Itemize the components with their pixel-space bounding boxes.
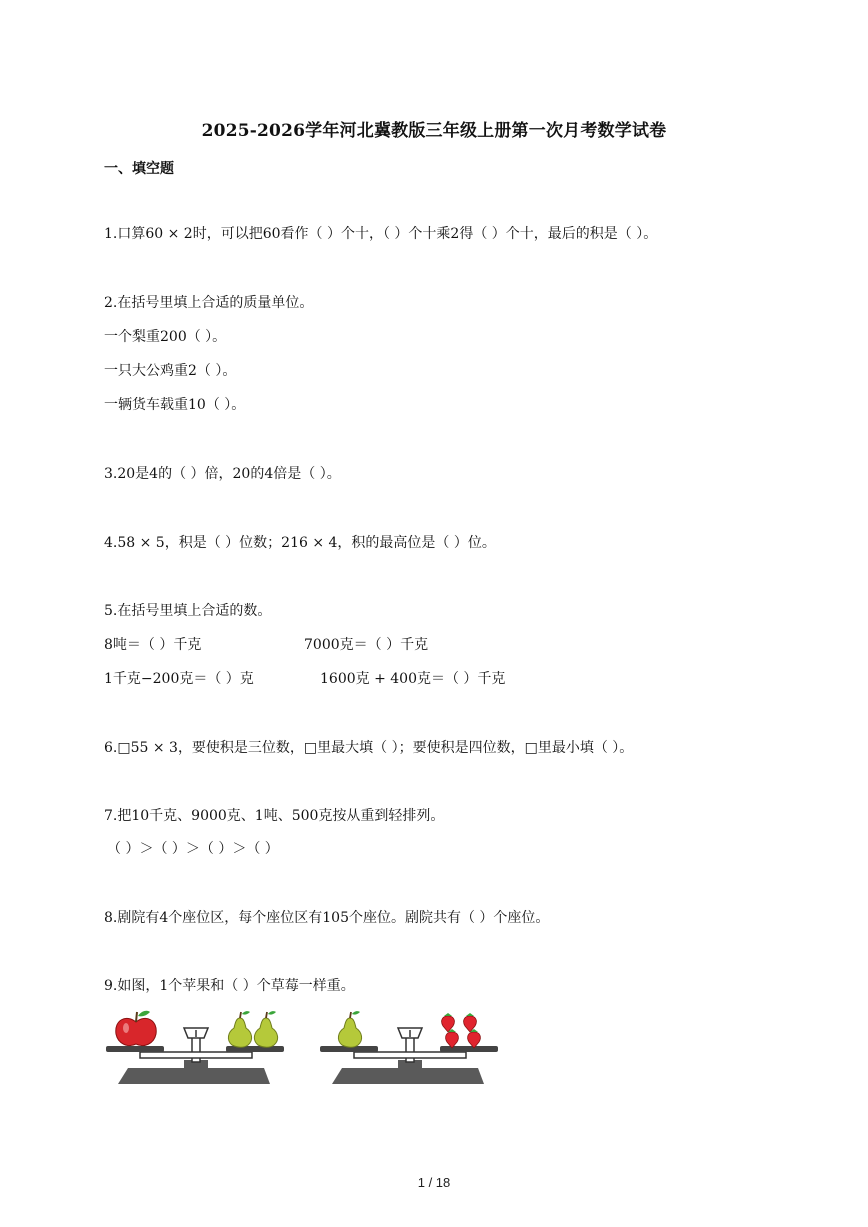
question-5-item-2: 7000克＝（ ）千克	[304, 637, 429, 653]
question-1: 1.口算60 × 2时，可以把60看作（ ）个十，（ ）个十乘2得（ ）个十，最后的积是（ ）。	[104, 226, 658, 242]
page-title: 2025-2026学年河北冀教版三年级上册第一次月考数学试卷	[201, 121, 667, 141]
question-2-item-rooster: 一只大公鸡重2（ ）。	[104, 363, 237, 379]
balance-scale-apple-pears	[104, 1008, 288, 1088]
right-pan	[440, 1046, 498, 1052]
pear-icon	[338, 1011, 361, 1047]
question-2: 2.在括号里填上合适的质量单位。	[104, 295, 314, 311]
left-pan	[106, 1046, 164, 1052]
question-2-item-pear: 一个梨重200（ ）。	[104, 329, 227, 345]
question-5-item-4: 1600克 + 400克＝（ ）千克	[320, 671, 506, 687]
strawberry-icon	[442, 1013, 455, 1032]
page-number: 1 / 18	[417, 1175, 451, 1190]
question-5-item-1: 8吨＝（ ）千克	[104, 637, 202, 653]
balance-scale-pear-strawberries	[318, 1008, 502, 1088]
question-3: 3.20是4的（ ）倍，20的4倍是（ ）。	[104, 466, 341, 482]
question-7-answer-blanks: （ ）＞（ ）＞（ ）＞（ ）	[107, 841, 279, 857]
question-5: 5.在括号里填上合适的数。	[104, 603, 272, 619]
question-4: 4.58 × 5，积是（ ）位数；216 × 4，积的最高位是（ ）位。	[104, 535, 496, 551]
question-9: 9.如图，1个苹果和（ ）个草莓一样重。	[104, 978, 355, 994]
strawberry-icon	[464, 1013, 477, 1032]
pear-icon	[228, 1011, 251, 1047]
apple-icon	[116, 1011, 156, 1046]
right-pan	[226, 1046, 284, 1052]
section-heading: 一、填空题	[104, 161, 174, 177]
question-5-item-3: 1千克−200克＝（ ）克	[104, 671, 254, 687]
question-7: 7.把10千克、9000克、1吨、500克按从重到轻排列。	[104, 808, 445, 824]
question-8: 8.剧院有4个座位区，每个座位区有105个座位。剧院共有（ ）个座位。	[104, 910, 550, 926]
pear-icon	[254, 1011, 277, 1047]
question-6: 6.□55 × 3，要使积是三位数，□里最大填（ ）；要使积是四位数，□里最小填（ ）。	[104, 740, 634, 756]
question-2-item-truck: 一辆货车载重10（ ）。	[104, 397, 246, 413]
